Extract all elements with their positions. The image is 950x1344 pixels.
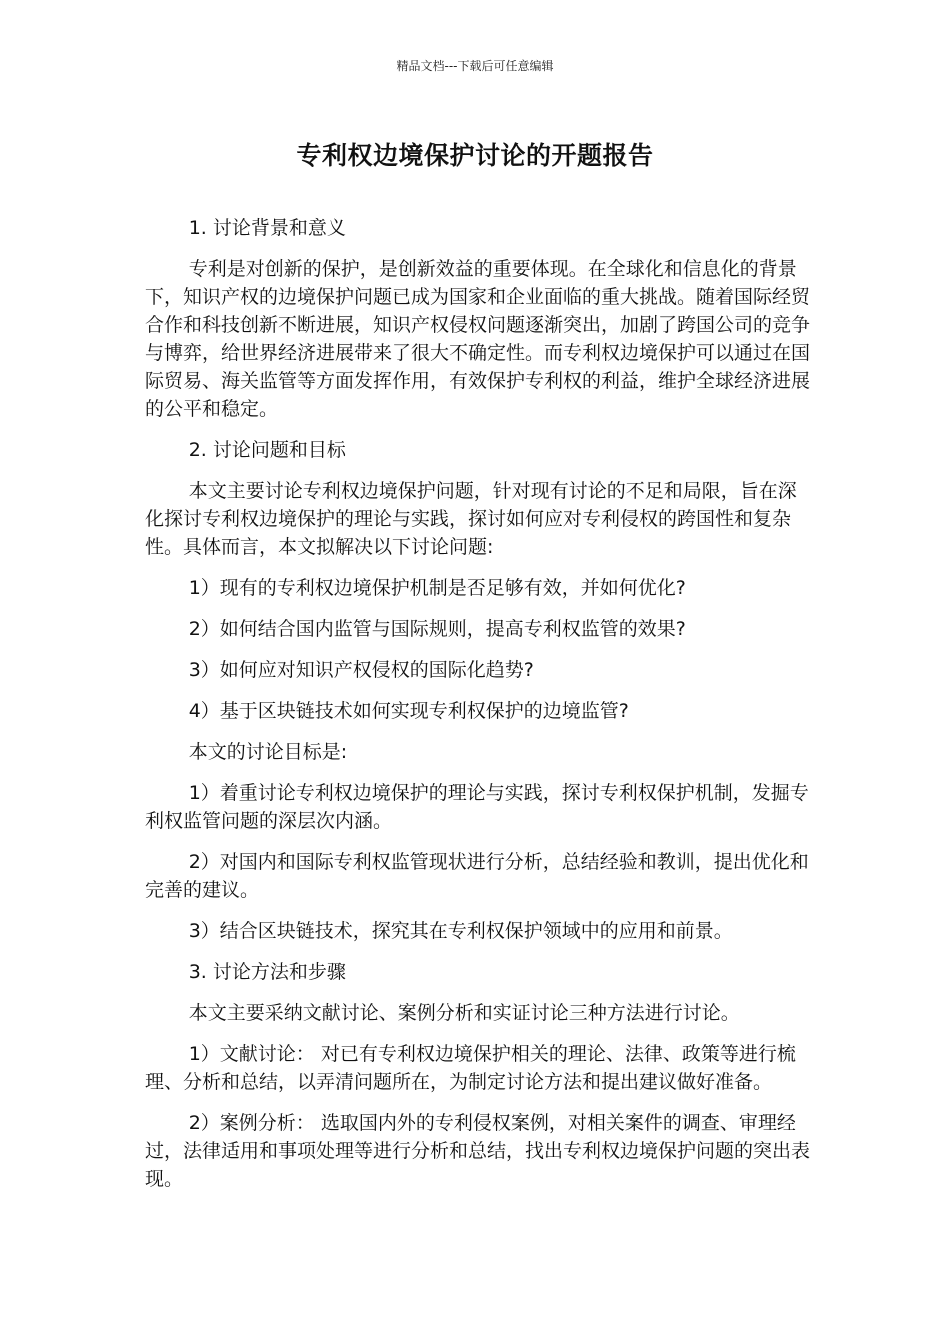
paragraph-background: 专利是对创新的保护，是创新效益的重要体现。在全球化和信息化的背景下，知识产权的边境保护问题已成为国家和企业面临的重大挑战。随着国际经贸合作和科技创新不断进展，知识产权侵权问题逐渐突出，加剧了跨国公司的竞争与博弈，给世界经济进展带来了很大不确定性。而专利权边境保护可以通过在国际贸易、海关监管等方面发挥作用，有效保护专利权的利益，维护全球经济进展的公平和稳定。 (145, 258, 811, 420)
paragraph-goals-intro: 本文主要讨论专利权边境保护问题，针对现有讨论的不足和局限，旨在深化探讨专利权边境保护的理论与实践，探讨如何应对专利侵权的跨国性和复杂性。具体而言，本文拟解决以下讨论问题: (145, 480, 797, 558)
list-item-question-4: 4）基于区块链技术如何实现专利权保护的边境监管? (188, 700, 629, 722)
section-heading-goals: 2. 讨论问题和目标 (188, 439, 346, 461)
list-item-objective-1: 1）着重讨论专利权边境保护的理论与实践，探讨专利权保护机制，发掘专利权监管问题的深层次内涵。 (145, 782, 809, 832)
document-title: 专利权边境保护讨论的开题报告 (296, 141, 654, 170)
section-heading-methods: 3. 讨论方法和步骤 (188, 961, 346, 983)
list-item-method-1: 1）文献讨论： 对已有专利权边境保护相关的理论、法律、政策等进行梳理、分析和总结，以弄清问题所在，为制定讨论方法和提出建议做好准备。 (145, 1043, 796, 1093)
document-body (145, 214, 810, 1193)
list-item-question-3: 3）如何应对知识产权侵权的国际化趋势? (188, 659, 534, 681)
page-header: 精品文档---下载后可任意编辑 (396, 59, 554, 73)
paragraph-objectives-intro: 本文的讨论目标是: (188, 741, 348, 763)
list-item-objective-3: 3）结合区块链技术，探究其在专利权保护领域中的应用和前景。 (188, 920, 733, 942)
list-item-objective-2: 2）对国内和国际专利权监管现状进行分析，总结经验和教训，提出优化和完善的建议。 (145, 851, 809, 901)
list-item-method-2: 2）案例分析： 选取国内外的专利侵权案例，对相关案件的调查、审理经过，法律适用和事项处理等进行分析和总结，找出专利权边境保护问题的突出表现。 (145, 1112, 811, 1190)
list-item-question-1: 1）现有的专利权边境保护机制是否足够有效，并如何优化? (188, 577, 686, 599)
section-heading-background: 1. 讨论背景和意义 (188, 217, 346, 239)
list-item-question-2: 2）如何结合国内监管与国际规则，提高专利权监管的效果? (188, 618, 686, 640)
paragraph-methods-intro: 本文主要采纳文献讨论、案例分析和实证讨论三种方法进行讨论。 (188, 1002, 740, 1024)
